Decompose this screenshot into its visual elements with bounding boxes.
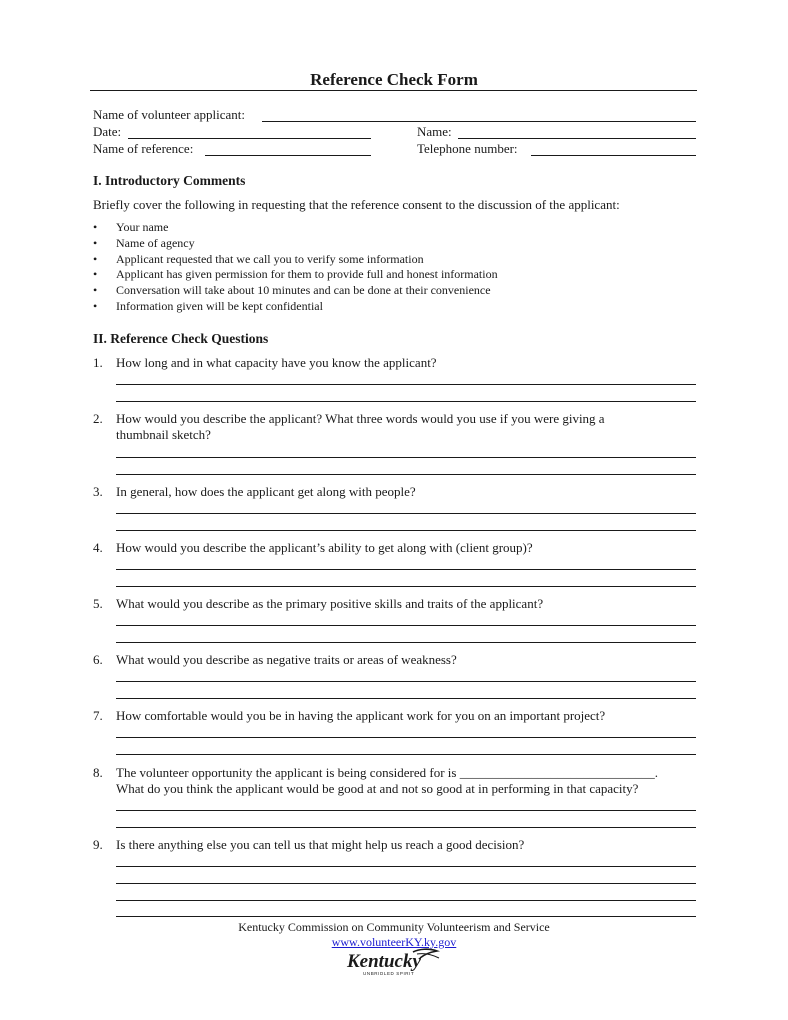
- footer-url-link[interactable]: www.volunteerKY.ky.gov: [331, 935, 457, 949]
- answer-line[interactable]: [116, 401, 696, 402]
- answer-line[interactable]: [116, 866, 696, 867]
- question-number: 9.: [93, 837, 103, 852]
- question-text: The volunteer opportunity the applicant is being considered for is ______________________________.: [116, 765, 658, 780]
- question-text: How would you describe the applicant? What three words would you use if you were giving a: [116, 411, 605, 426]
- answer-line[interactable]: [116, 900, 696, 901]
- reference-name-field[interactable]: [205, 155, 371, 156]
- answer-line[interactable]: [116, 642, 696, 643]
- date-label: Date:: [93, 124, 122, 139]
- question-text: What would you describe as the primary positive skills and traits of the applicant?: [116, 596, 544, 611]
- question-text: How would you describe the applicant’s ability to get along with (client group)?: [116, 540, 533, 555]
- kentucky-horse-logo-icon: [345, 948, 445, 978]
- question-text: What do you think the applicant would be good at and not so good at in performing in that capacity?: [116, 781, 639, 796]
- answer-line[interactable]: [116, 698, 696, 699]
- answer-line[interactable]: [116, 883, 696, 884]
- applicant-label: Name of volunteer applicant:: [93, 107, 245, 122]
- question-text: In general, how does the applicant get along with people?: [116, 484, 416, 499]
- bullet-item: • Your name: [93, 220, 498, 236]
- question-text: What would you describe as negative traits or areas of weakness?: [116, 652, 457, 667]
- answer-line[interactable]: [116, 810, 696, 811]
- date-field[interactable]: [128, 138, 371, 139]
- answer-line[interactable]: [116, 474, 696, 475]
- logo-wordmark: Kentucky: [347, 951, 421, 972]
- name-label: Name:: [417, 124, 452, 139]
- question-text: Is there anything else you can tell us that might help us reach a good decision?: [116, 837, 525, 852]
- question-number: 1.: [93, 355, 103, 370]
- question-text: How long and in what capacity have you know the applicant?: [116, 355, 437, 370]
- question-number: 2.: [93, 411, 103, 426]
- answer-line[interactable]: [116, 625, 696, 626]
- bullet-item: • Applicant requested that we call you to verify some information: [93, 252, 498, 268]
- bullet-item: • Information given will be kept confidential: [93, 299, 498, 315]
- question-number: 6.: [93, 652, 103, 667]
- logo-tagline: UNBRIDLED SPIRIT: [363, 971, 415, 976]
- answer-line[interactable]: [116, 681, 696, 682]
- answer-line[interactable]: [116, 513, 696, 514]
- title-rule: [90, 90, 697, 91]
- telephone-label: Telephone number:: [417, 141, 518, 156]
- question-text: thumbnail sketch?: [116, 427, 211, 442]
- kentucky-logo: [345, 948, 445, 978]
- answer-line[interactable]: [116, 530, 696, 531]
- name-field[interactable]: [458, 138, 696, 139]
- question-text: How comfortable would you be in having the applicant work for you on an important project?: [116, 708, 606, 723]
- question-number: 4.: [93, 540, 103, 555]
- introductory-bullet-list: [93, 220, 498, 315]
- question-number: 7.: [93, 708, 103, 723]
- answer-line[interactable]: [116, 384, 696, 385]
- question-number: 5.: [93, 596, 103, 611]
- question-number: 3.: [93, 484, 103, 499]
- applicant-name-field[interactable]: [262, 121, 696, 122]
- section-heading-questions: II. Reference Check Questions: [93, 331, 269, 346]
- section-intro-text: Briefly cover the following in requesting that the reference consent to the discussion of the applicant:: [93, 197, 620, 212]
- answer-line[interactable]: [116, 827, 696, 828]
- answer-line[interactable]: [116, 586, 696, 587]
- answer-line[interactable]: [116, 737, 696, 738]
- answer-line[interactable]: [116, 569, 696, 570]
- question-number: 8.: [93, 765, 103, 780]
- answer-line[interactable]: [116, 754, 696, 755]
- bullet-item: • Conversation will take about 10 minutes and can be done at their convenience: [93, 283, 498, 299]
- bullet-item: • Name of agency: [93, 236, 498, 252]
- section-heading-introductory: I. Introductory Comments: [93, 173, 246, 188]
- page-title: Reference Check Form: [310, 70, 478, 89]
- footer-rule: [116, 916, 696, 917]
- reference-label: Name of reference:: [93, 141, 194, 156]
- footer-org-name: Kentucky Commission on Community Volunteerism and Service: [238, 920, 550, 934]
- answer-line[interactable]: [116, 457, 696, 458]
- bullet-item: • Applicant has given permission for them to provide full and honest information: [93, 267, 498, 283]
- telephone-field[interactable]: [531, 155, 696, 156]
